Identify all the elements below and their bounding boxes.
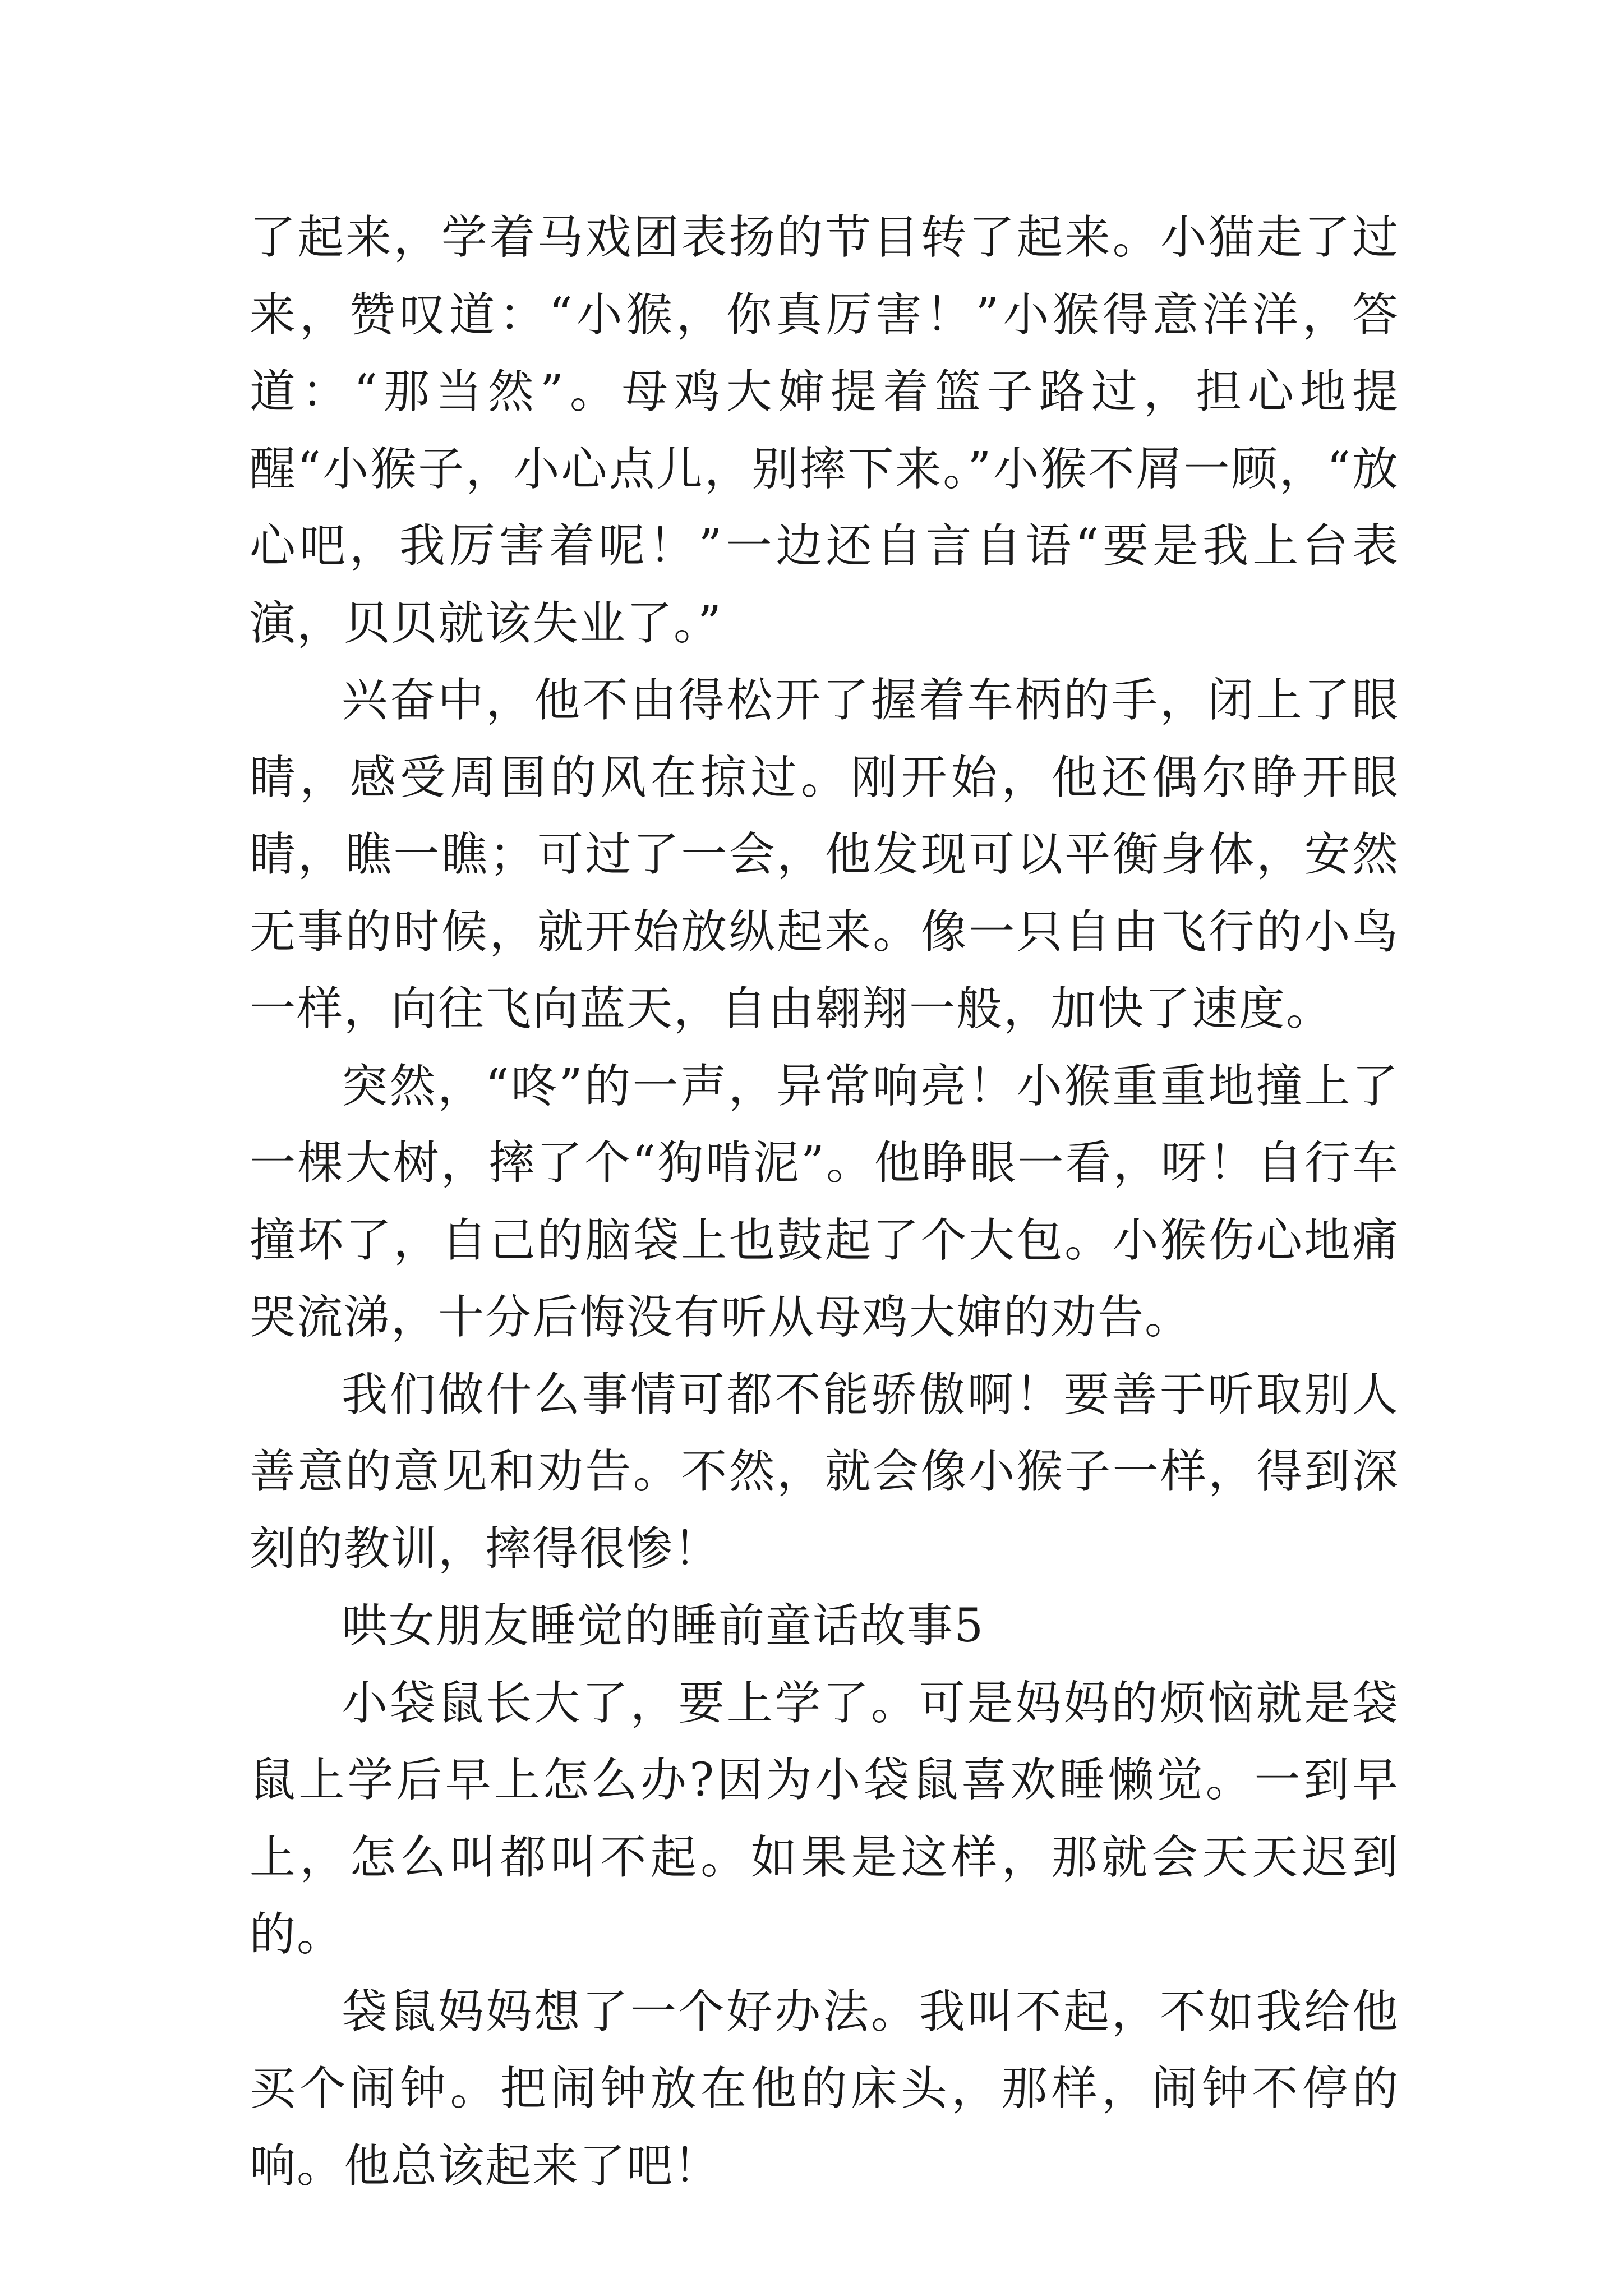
paragraph: 我们做什么事情可都不能骄傲啊！要善于听取别人善意的意见和劝告。不然，就会像小猴子一样，得到深刻的教训，摔得很惨！ (250, 1368, 1399, 1576)
paragraph: 袋鼠妈妈想了一个好办法。我叫不起，不如我给他买个闹钟。把闹钟放在他的床头，那样，闹钟不停的响。他总该起来了吧！ (250, 1985, 1399, 2193)
document-body (250, 199, 1399, 2205)
paragraph: 突然，“咚”的一声，异常响亮！小猴重重地撞上了一棵大树，摔了个“狗啃泥”。他睁眼一看，呀！自行车撞坏了，自己的脑袋上也鼓起了个大包。小猴伤心地痛哭流涕，十分后悔没有听从母鸡大婶的劝告。 (250, 1059, 1399, 1344)
paragraph-continued: 了起来，学着马戏团表扬的节目转了起来。小猫走了过来，赞叹道：“小猴，你真厉害！”小猴得意洋洋，答道：“那当然”。母鸡大婶提着篮子路过，担心地提醒“小猴子，小心点儿，别摔下来。”小猴不屑一顾，“放心吧，我厉害着呢！”一边还自言自语“要是我上台表演，贝贝就该失业了。” (250, 211, 1399, 650)
paragraph: 兴奋中，他不由得松开了握着车柄的手，闭上了眼睛，感受周围的风在掠过。刚开始，他还偶尔睁开眼睛，瞧一瞧；可过了一会，他发现可以平衡身体，安然无事的时候，就开始放纵起来。像一只自由飞行的小鸟一样，向往飞向蓝天，自由翱翔一般，加快了速度。 (250, 674, 1399, 1036)
paragraph: 小袋鼠长大了，要上学了。可是妈妈的烦恼就是袋鼠上学后早上怎么办?因为小袋鼠喜欢睡懒觉。一到早上，怎么叫都叫不起。如果是这样，那就会天天迟到的。 (250, 1676, 1399, 1961)
story-heading: 哄女朋友睡觉的睡前童话故事5 (342, 1599, 985, 1653)
